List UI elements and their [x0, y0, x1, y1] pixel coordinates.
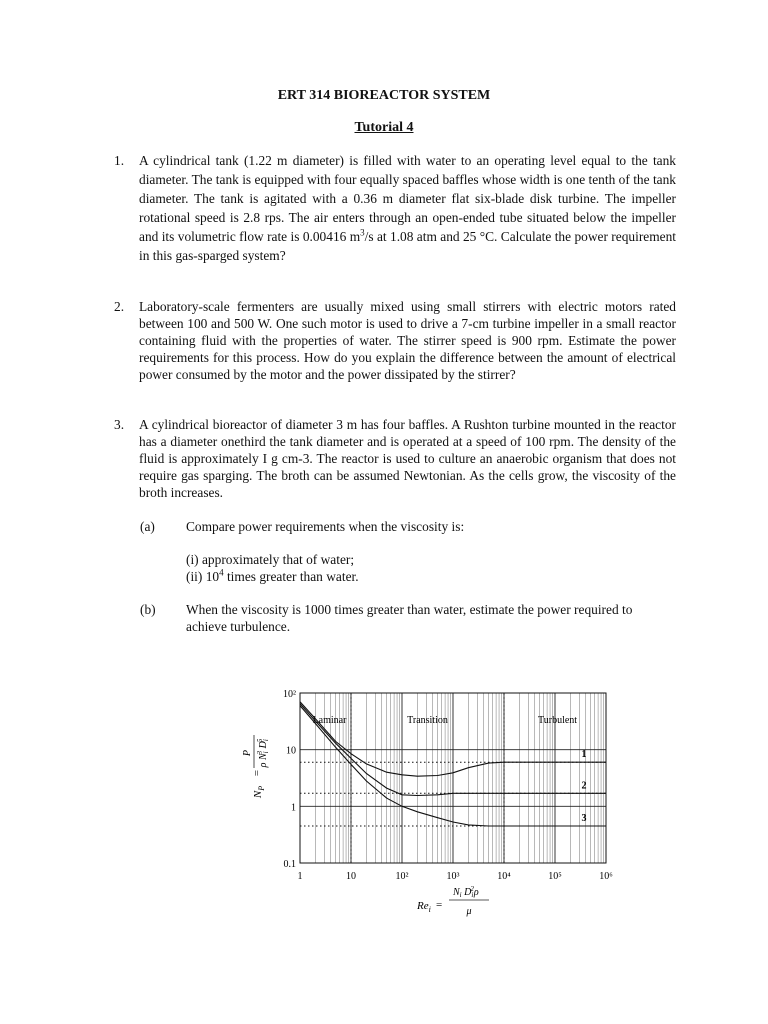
x-tick-label: 10⁶	[599, 871, 613, 882]
question-text: A cylindrical bioreactor of diameter 3 m has four baffles. A Rushton turbine mounted in the reactor has a diameter onethird the tank diameter and is operated at a speed of 100 rpm. The density of the fluid is approximately I g cm-3. The reactor is used to culture an anaerobic organism that does not require gas sparging. The broth can be assumed Newtonian. As the cells grow, the viscosity of the broth increases.	[139, 417, 676, 500]
part-a-items	[186, 551, 359, 585]
question-text: Laboratory-scale fermenters are usually mixed using small stirrers with electric motors rated between 100 and 500 W. One such motor is used to drive a 7-cm turbine impeller in a small reactor containing fluid with the properties of water. The stirrer speed is 900 rpm. Estimate the power requirements for this process. How do you explain the difference between the amount of electrical power consumed by the motor and the power dissipated by the stirrer?	[139, 299, 676, 382]
question-number: 3.	[114, 417, 125, 432]
curve-label-1: 1	[581, 749, 587, 761]
svg-text:ρ Ni3 Di5: ρ $N_i3$ $D_i5$	[256, 738, 270, 768]
question-2	[114, 298, 676, 383]
question-1	[114, 151, 676, 265]
x-tick-label: 10²	[395, 871, 409, 882]
part-a	[140, 518, 660, 535]
part-label: (a)	[140, 519, 155, 534]
curve-label-3: 3	[581, 812, 587, 824]
part-item: (i) approximately that of water;	[186, 552, 355, 567]
svg-text:=: =	[436, 899, 443, 911]
course-title: ERT 314 BIOREACTOR SYSTEM	[277, 88, 491, 103]
y-tick-label: 10	[286, 745, 296, 757]
svg-text:μ: μ	[466, 906, 472, 917]
svg-text:Ni Di2ρ: $N_i$ $D_i2\rho$	[453, 885, 479, 899]
x-tick-label: 1	[297, 871, 303, 882]
y-tick-label: 1	[291, 802, 296, 814]
x-tick-label: 10³	[446, 871, 460, 882]
svg-text:P: P	[242, 749, 253, 757]
x-tick-label: 10⁵	[548, 871, 562, 882]
y-tick-label: 0.1	[283, 859, 296, 870]
x-tick-label: 10⁴	[497, 871, 511, 882]
power-number-chart	[240, 680, 630, 920]
part-label: (b)	[140, 602, 156, 617]
chart-labels	[313, 715, 587, 824]
part-text: Compare power requirements when the viscosity is:	[186, 519, 465, 534]
part-b	[140, 601, 660, 635]
question-number: 1.	[114, 153, 125, 168]
y-tick-label: 10²	[283, 689, 296, 700]
curve-label-2: 2	[581, 780, 587, 792]
chart-svg	[240, 680, 630, 920]
question-text: A cylindrical tank (1.22 m diameter) is filled with water to an operating level equal to the tank diameter. The tank is equipped with four equally spaced baffles whose width is one tenth of the tank diameter. The tank is agitated with a 0.36 m diameter flat six-blade disk turbine. The impeller rotational speed is 2.8 rps. The air enters through an open-ended tube situated below the impeller and its volumetric flow rate is 0.00416 $m^3/s$ at 1.08 atm and 25 °C. Calculate the power requirement in this gas-sparged system?	[139, 153, 676, 263]
x-axis-label	[416, 885, 489, 917]
region-label: Transition	[407, 715, 448, 726]
part-text: When the viscosity is 1000 times greater than water, estimate the power required to achieve turbulence.	[186, 602, 633, 634]
svg-text:Rei: $Re_i$	[417, 900, 431, 914]
region-label: Laminar	[312, 715, 347, 726]
region-label: Turbulent	[538, 715, 578, 726]
x-tick-label: 10	[346, 871, 356, 882]
svg-text:NP: $N_P$	[252, 785, 266, 799]
question-3	[114, 416, 676, 501]
tutorial-title: Tutorial 4	[354, 120, 414, 135]
part-item: (ii) $10^4$ times greater than water.	[186, 567, 359, 584]
question-number: 2.	[114, 299, 125, 314]
svg-text:=: =	[251, 769, 263, 777]
y-axis-label	[242, 735, 270, 799]
